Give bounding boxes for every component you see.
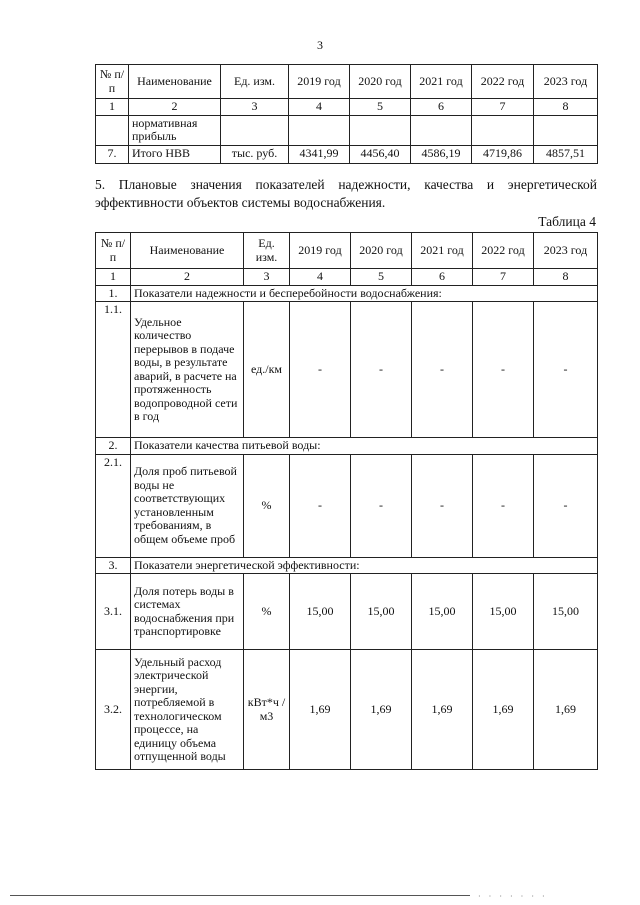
- table-row: [96, 115, 598, 145]
- header-year: 2021 год: [411, 65, 472, 99]
- header-name: Наименование: [131, 233, 244, 269]
- column-index-row: [96, 269, 598, 286]
- header-year: 2019 год: [290, 233, 351, 269]
- col-index: 1: [96, 269, 131, 286]
- row-value: -: [412, 302, 473, 438]
- row-value: 1,69: [290, 650, 351, 770]
- row-value: -: [412, 454, 473, 557]
- row-value: 1,69: [412, 650, 473, 770]
- header-year: 2023 год: [534, 233, 598, 269]
- header-num: № п/п: [96, 65, 129, 99]
- row-value: 1,69: [534, 650, 598, 770]
- table-header-row: [96, 65, 598, 99]
- row-value: 15,00: [473, 574, 534, 650]
- col-index: 7: [472, 99, 534, 116]
- header-num: № п/п: [96, 233, 131, 269]
- row-num: 7.: [96, 145, 129, 163]
- row-value: -: [534, 454, 598, 557]
- section-num: 2.: [96, 438, 131, 455]
- column-index-row: [96, 99, 598, 116]
- row-value: -: [351, 302, 412, 438]
- page-bottom-divider: [10, 895, 470, 896]
- row-value: 4857,51: [534, 145, 598, 163]
- row-num: 2.1.: [96, 454, 131, 557]
- row-name: нормативная прибыль: [129, 115, 221, 145]
- row-value: 4719,86: [472, 145, 534, 163]
- table-4: [95, 232, 598, 770]
- row-num: 1.1.: [96, 302, 131, 438]
- col-index: 8: [534, 99, 598, 116]
- col-index: 8: [534, 269, 598, 286]
- col-index: 4: [290, 269, 351, 286]
- row-unit: %: [244, 574, 290, 650]
- row-unit: ед./км: [244, 302, 290, 438]
- section-row: [96, 285, 598, 302]
- row-unit: тыс. руб.: [221, 145, 289, 163]
- table-row: [96, 302, 598, 438]
- section-title: Показатели качества питьевой воды:: [131, 438, 598, 455]
- row-name: Удельный расход электрической энергии, потребляемой в технологическом процессе, на единицу объема отпущенной воды: [131, 650, 244, 770]
- row-name: Удельное количество перерывов в подаче воды, в результате аварий, в расчете на протяженность водопроводной сети в год: [131, 302, 244, 438]
- header-year: 2023 год: [534, 65, 598, 99]
- table-row: [96, 650, 598, 770]
- row-num: 3.2.: [96, 650, 131, 770]
- row-value: 15,00: [534, 574, 598, 650]
- table-row: [96, 454, 598, 557]
- col-index: 5: [350, 99, 411, 116]
- section-title: Показатели надежности и бесперебойности водоснабжения:: [131, 285, 598, 302]
- header-year: 2020 год: [351, 233, 412, 269]
- row-num: 3.1.: [96, 574, 131, 650]
- table-row: [96, 574, 598, 650]
- row-value: -: [473, 302, 534, 438]
- col-index: 2: [131, 269, 244, 286]
- col-index: 5: [351, 269, 412, 286]
- header-unit: Ед. изм.: [244, 233, 290, 269]
- col-index: 3: [221, 99, 289, 116]
- row-value: 1,69: [351, 650, 412, 770]
- row-value: 15,00: [412, 574, 473, 650]
- table-header-row: [96, 233, 598, 269]
- page-number: 3: [317, 38, 323, 52]
- header-year: 2020 год: [350, 65, 411, 99]
- section-5-paragraph: 5. Плановые значения показателей надежности, качества и энергетической эффективности объектов системы водоснабжения.: [95, 177, 597, 210]
- row-value: 1,69: [473, 650, 534, 770]
- row-value: -: [290, 302, 351, 438]
- table-4-title: Таблица 4: [538, 214, 596, 229]
- row-value: -: [473, 454, 534, 557]
- header-unit: Ед. изм.: [221, 65, 289, 99]
- header-year: 2021 год: [412, 233, 473, 269]
- row-value: 4341,99: [289, 145, 350, 163]
- col-index: 2: [129, 99, 221, 116]
- row-value: 15,00: [290, 574, 351, 650]
- header-year: 2022 год: [472, 65, 534, 99]
- col-index: 6: [412, 269, 473, 286]
- row-value: 4456,40: [350, 145, 411, 163]
- row-value: -: [290, 454, 351, 557]
- col-index: 1: [96, 99, 129, 116]
- section-row: [96, 438, 598, 455]
- row-name: Доля потерь воды в системах водоснабжения при транспортировке: [131, 574, 244, 650]
- section-row: [96, 557, 598, 574]
- row-value: 15,00: [351, 574, 412, 650]
- col-index: 4: [289, 99, 350, 116]
- row-name: Доля проб питьевой воды не соответствующих установленным требованиям, в общем объеме проб: [131, 454, 244, 557]
- row-value: 4586,19: [411, 145, 472, 163]
- row-name: Итого НВВ: [129, 145, 221, 163]
- row-value: -: [351, 454, 412, 557]
- col-index: 7: [473, 269, 534, 286]
- section-num: 1.: [96, 285, 131, 302]
- header-year: 2022 год: [473, 233, 534, 269]
- row-unit: кВт*ч /м3: [244, 650, 290, 770]
- section-title: Показатели энергетической эффективности:: [131, 557, 598, 574]
- row-unit: %: [244, 454, 290, 557]
- col-index: 6: [411, 99, 472, 116]
- row-value: -: [534, 302, 598, 438]
- col-index: 3: [244, 269, 290, 286]
- header-year: 2019 год: [289, 65, 350, 99]
- scan-artifact: · · · · · · ·: [478, 892, 548, 901]
- table-3-continuation: [95, 64, 598, 164]
- header-name: Наименование: [129, 65, 221, 99]
- section-num: 3.: [96, 557, 131, 574]
- table-row: [96, 145, 598, 163]
